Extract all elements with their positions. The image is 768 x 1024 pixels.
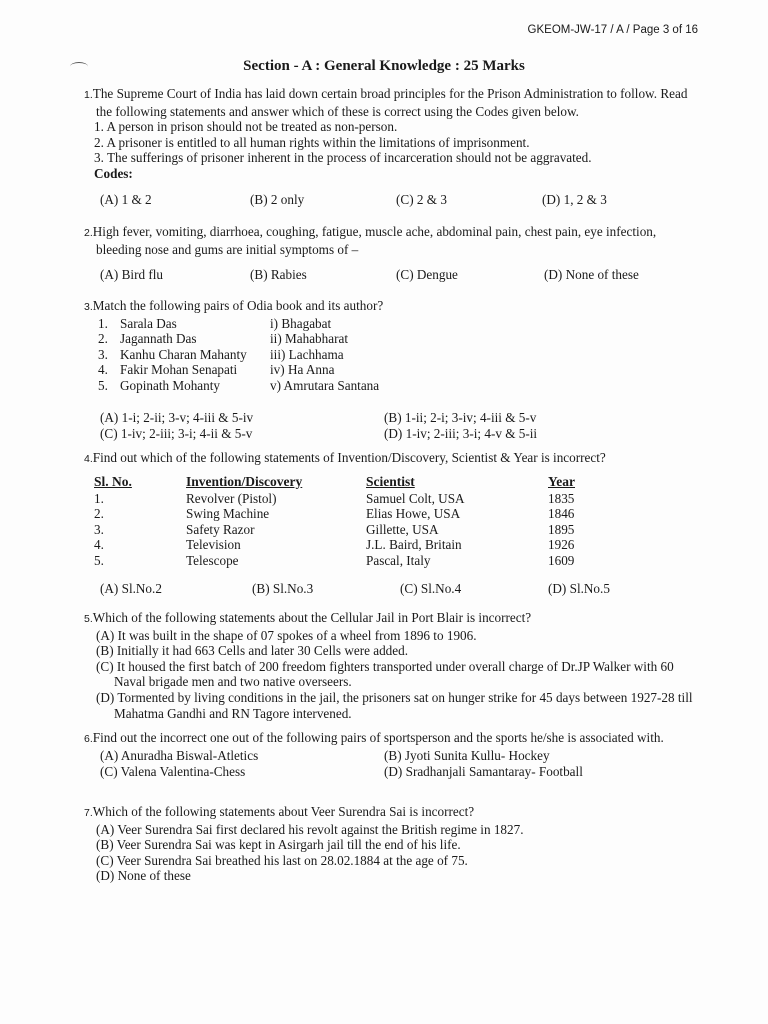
- question-text: Which of the following statements about the Cellular Jail in Port Blair is incorrect?: [92, 610, 532, 625]
- book: i) Bhagabat: [270, 315, 332, 331]
- option-a: (A) It was built in the shape of 07 spokes of a wheel from 1896 to 1906.: [96, 627, 477, 643]
- table-row: 1. Revolver (Pistol) Samuel Colt, USA 1835: [94, 490, 575, 506]
- match-pair: 4. Fakir Mohan Senapati iv) Ha Anna: [98, 362, 335, 378]
- question-number: 1.: [84, 89, 93, 101]
- question-number: 7.: [84, 807, 93, 819]
- table-row: 5. Telescope Pascal, Italy 1609: [94, 552, 575, 568]
- table-row: 4. Television J.L. Baird, Britain 1926: [94, 537, 575, 553]
- option-b: (B) 2 only: [250, 191, 305, 207]
- question-1: [84, 86, 694, 210]
- question-text: Match the following pairs of Odia book and its author?: [92, 298, 384, 313]
- option-d: (D) 1-iv; 2-iii; 3-i; 4-v & 5-ii: [384, 425, 538, 441]
- question-text: Find out the incorrect one out of the following pairs of sportsperson and the sports he/she is associated with.: [92, 730, 664, 745]
- author: Fakir Mohan Senapati: [120, 362, 238, 378]
- option-d: (D) 1, 2 & 3: [542, 191, 607, 207]
- question-text: Find out which of the following statements of Invention/Discovery, Scientist & Year is incorrect?: [92, 450, 606, 465]
- statement: 1. A person in prison should not be treated as non-person.: [94, 119, 398, 135]
- option-b: (B) Sl.No.3: [252, 580, 314, 596]
- option-d: (D) None of these: [544, 267, 639, 283]
- option-b: (B) Veer Surendra Sai was kept in Asirgarh jail till the end of his life.: [96, 837, 461, 853]
- book: iii) Lachhama: [270, 346, 344, 362]
- option-c: (C) 2 & 3: [396, 191, 447, 207]
- option-a: (A) 1 & 2: [100, 191, 152, 207]
- option-a: (A) Anuradha Biswal-Atletics: [100, 747, 259, 763]
- option-a: (A) Sl.No.2: [100, 580, 162, 596]
- match-pair: 3. Kanhu Charan Mahanty iii) Lachhama: [98, 346, 344, 362]
- table-row: 2. Swing Machine Elias Howe, USA 1846: [94, 506, 575, 522]
- option-d: (D) Tormented by living conditions in the jail, the prisoners sat on hunger strike for 45 days between 1927-28 till Mahatma Gandhi and RN Tagore intervened.: [96, 689, 693, 721]
- book: iv) Ha Anna: [270, 362, 335, 378]
- question-text: High fever, vomiting, diarrhoea, coughing, fatigue, muscle ache, abdominal pain, chest pain, eye infection, bleeding nose and gums are initial symptoms of –: [92, 224, 657, 257]
- option-a: (A) Veer Surendra Sai first declared his revolt against the British regime in 1827.: [96, 821, 524, 837]
- option-b: (B) Initially it had 663 Cells and later 30 Cells were added.: [96, 643, 409, 659]
- column-header: Invention/Discovery: [186, 473, 303, 489]
- option-d: (D) Sradhanjali Samantaray- Football: [384, 763, 583, 779]
- book: ii) Mahabharat: [270, 331, 348, 347]
- question-3: [84, 298, 694, 442]
- book: v) Amrutara Santana: [270, 377, 380, 393]
- author: Kanhu Charan Mahanty: [120, 346, 247, 362]
- column-header: Sl. No.: [94, 473, 132, 489]
- option-d: (D) Sl.No.5: [548, 580, 610, 596]
- question-number: 3.: [84, 301, 93, 313]
- question-7: [84, 804, 694, 884]
- match-pair: 5. Gopinath Mohanty v) Amrutara Santana: [98, 377, 380, 393]
- option-b: (B) Jyoti Sunita Kullu- Hockey: [384, 747, 550, 763]
- table-header: [84, 474, 694, 491]
- question-5: [84, 610, 694, 721]
- author: Jagannath Das: [120, 331, 197, 347]
- question-6: [84, 730, 694, 780]
- question-number: 2.: [84, 227, 93, 239]
- option-b: (B) Rabies: [250, 267, 307, 283]
- author: Sarala Das: [120, 315, 177, 331]
- section-title: Section - A : General Knowledge : 25 Marks: [243, 58, 525, 74]
- match-pair: 1. Sarala Das i) Bhagabat: [98, 315, 332, 331]
- option-c: (C) Dengue: [396, 267, 458, 283]
- option-c: (C) 1-iv; 2-iii; 3-i; 4-ii & 5-v: [100, 425, 253, 441]
- match-pair: 2. Jagannath Das ii) Mahabharat: [98, 331, 348, 347]
- question-2: [84, 224, 694, 285]
- question-number: 4.: [84, 453, 93, 465]
- question-text: The Supreme Court of India has laid down certain broad principles for the Prison Administration to follow. Read the following statements and answer which of these is correct using the Codes given below.: [92, 86, 688, 119]
- question-4: [84, 450, 694, 599]
- column-header: Scientist: [366, 473, 415, 489]
- option-c: (C) Sl.No.4: [400, 580, 462, 596]
- statement: 2. A prisoner is entitled to all human rights within the limitations of imprisonment.: [94, 134, 530, 150]
- option-c: (C) Valena Valentina-Chess: [100, 763, 246, 779]
- question-number: 5.: [84, 613, 93, 625]
- option-a: (A) Bird flu: [100, 267, 163, 283]
- option-c: (C) It housed the first batch of 200 freedom fighters transported under overall charge of Dr.JP Walker with 60 Naval brigade men and two native overseers.: [96, 658, 674, 690]
- column-header: Year: [548, 473, 575, 489]
- question-number: 6.: [84, 733, 93, 745]
- option-a: (A) 1-i; 2-ii; 3-v; 4-iii & 5-iv: [100, 409, 254, 425]
- statement: 3. The sufferings of prisoner inherent in the process of incarceration should not be aggravated.: [94, 150, 592, 166]
- author: Gopinath Mohanty: [120, 377, 220, 393]
- option-c: (C) Veer Surendra Sai breathed his last on 28.02.1884 at the age of 75.: [96, 852, 468, 868]
- option-b: (B) 1-ii; 2-i; 3-iv; 4-iii & 5-v: [384, 409, 537, 425]
- page-code: GKEOM-JW-17 / A / Page 3 of 16: [527, 24, 698, 36]
- question-text: Which of the following statements about Veer Surendra Sai is incorrect?: [92, 804, 475, 819]
- table-row: 3. Safety Razor Gillette, USA 1895: [94, 521, 575, 537]
- option-d: (D) None of these: [96, 868, 191, 884]
- codes-label: Codes:: [94, 165, 133, 181]
